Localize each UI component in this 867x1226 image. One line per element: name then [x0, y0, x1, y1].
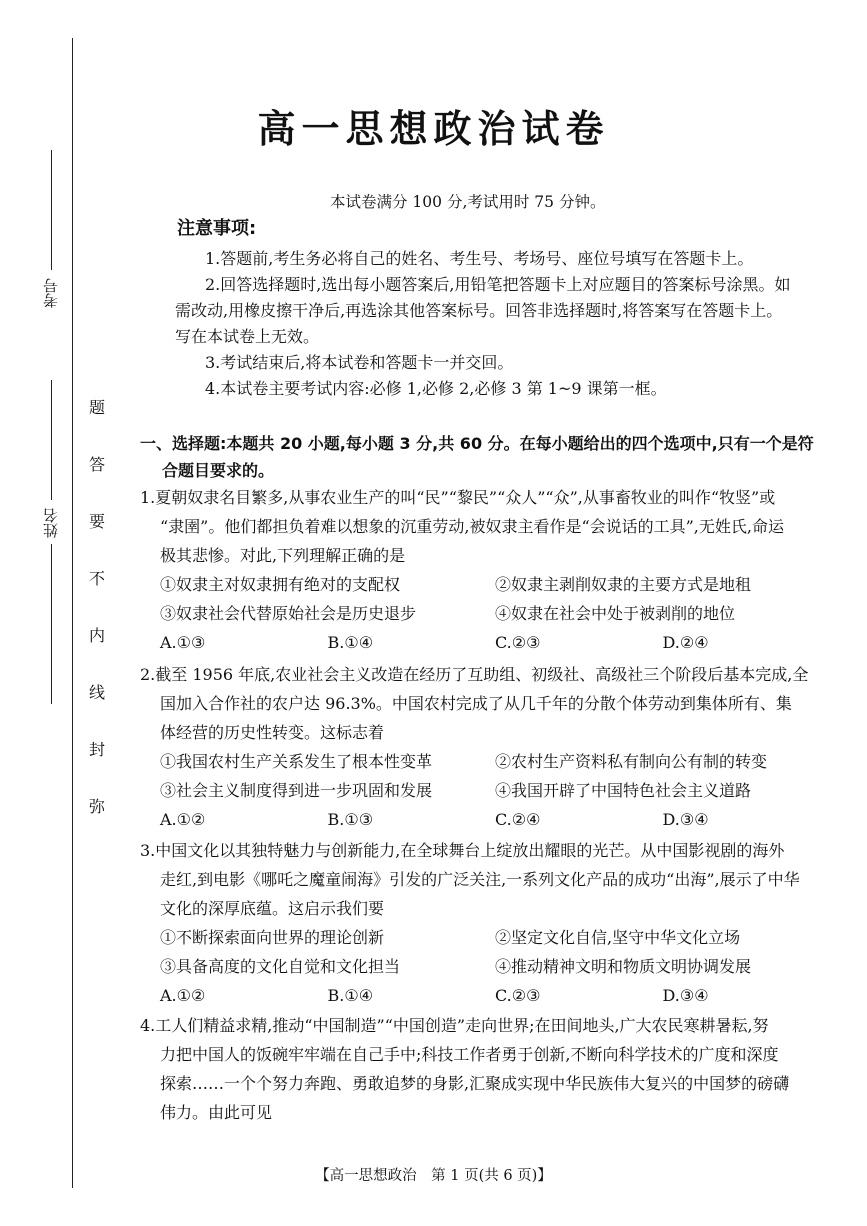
- seal-char: 不: [88, 569, 105, 588]
- question-option: ④推动精神文明和物质文明协调发展: [495, 957, 752, 976]
- answer-choice: D.③④: [662, 986, 709, 1005]
- question-stem: 1.夏朝奴隶名目繁多,从事农业生产的叫“民”“黎民”“众人”“众”,从事畜牧业的叫作“牧竖”或: [140, 488, 776, 507]
- notice-item: 2.回答选择题时,选出每小题答案后,用铅笔把答题卡上对应题目的答案标号涂黑。如需改动,用橡皮擦干净后,再选涂其他答案标号。回答非选择题时,将答案写在答题卡上。写在本试卷上无效。: [175, 275, 791, 346]
- question-4: [140, 1011, 830, 1127]
- question-option: ③奴隶社会代替原始社会是历史退步: [160, 604, 417, 623]
- seal-char: 线: [88, 683, 105, 702]
- section-heading-line: 一、选择题:本题共 20 小题,每小题 3 分,共 60 分。在每小题给出的四个选项中,只有一个是符: [140, 434, 814, 453]
- answer-choice: A.①③: [160, 633, 206, 652]
- name-blank-lower: [51, 544, 52, 704]
- question-option: ②坚定文化自信,坚守中华文化立场: [495, 928, 741, 947]
- question-stem: 文化的深厚底蕴。这启示我们要: [160, 899, 385, 918]
- answer-choice: C.②③: [495, 986, 541, 1005]
- question-option: ③社会主义制度得到进一步巩固和发展: [160, 781, 433, 800]
- question-stem: “隶圉”。他们都担负着难以想象的沉重劳动,被奴隶主看作是“会说话的工具”,无姓氏,命运: [160, 517, 784, 536]
- question-option: ④奴隶在社会中处于被剥削的地位: [495, 604, 736, 623]
- question-option: ④我国开辟了中国特色社会主义道路: [495, 781, 752, 800]
- question-option: ②奴隶主剥削奴隶的主要方式是地租: [495, 575, 752, 594]
- name-field: [40, 380, 62, 704]
- question-stem: 伟力。由此可见: [160, 1103, 273, 1122]
- answer-choice: D.③④: [662, 810, 709, 829]
- question-stem: 3.中国文化以其独特魅力与创新能力,在全球舞台上绽放出耀眼的光芒。从中国影视剧的海外: [140, 841, 785, 860]
- exam-number-field: [40, 150, 62, 308]
- question-3: [140, 836, 830, 1010]
- seal-char: 要: [88, 512, 105, 531]
- question-stem: 国加入合作社的农户达 96.3%。中国农村完成了从几千年的分散个体劳动到集体所有、集: [160, 694, 792, 713]
- notice-list: [175, 246, 795, 402]
- question-stem: 极其悲惨。对此,下列理解正确的是: [160, 546, 406, 565]
- answer-choice: B.①④: [327, 986, 374, 1005]
- question-stem: 4.工人们精益求精,推动“中国制造”“中国创造”走向世界;在田间地头,广大农民寒耕暑耘,努: [140, 1016, 769, 1035]
- question-stem: 2.截至 1956 年底,农业社会主义改造在经历了互助组、初级社、高级社三个阶段后基本完成,全: [140, 665, 809, 684]
- question-stem: 走红,到电影《哪吒之魔童闹海》引发的广泛关注,一系列文化产品的成功“出海”,展示了中华: [160, 870, 800, 889]
- question-option: ①奴隶主对奴隶拥有绝对的支配权: [160, 575, 401, 594]
- exam-number-blank: [51, 150, 52, 270]
- name-blank: [51, 380, 52, 500]
- answer-choice: C.②④: [495, 810, 541, 829]
- question-option: ①我国农村生产关系发生了根本性变革: [160, 752, 433, 771]
- answer-choice: C.②③: [495, 633, 541, 652]
- section-heading: [140, 430, 830, 484]
- seal-char: 题: [88, 398, 105, 417]
- page-footer: 【高一思想政治 第 1 页(共 6 页)】: [315, 1168, 552, 1184]
- binding-line: [72, 38, 73, 1188]
- question-option: ①不断探索面向世界的理论创新: [160, 928, 385, 947]
- question-option: ③具备高度的文化自觉和文化担当: [160, 957, 401, 976]
- seal-char: 弥: [88, 797, 105, 816]
- answer-choice: B.①④: [327, 633, 374, 652]
- question-stem: 体经营的历史性转变。这标志着: [160, 723, 385, 742]
- page-title: 高一思想政治试卷: [257, 107, 610, 151]
- answer-choice: D.②④: [662, 633, 709, 652]
- seal-char: 封: [88, 740, 105, 759]
- notice-title: 注意事项:: [177, 218, 257, 239]
- seal-warning: [86, 395, 108, 851]
- notice-item: 3.考试结束后,将本试卷和答题卡一并交回。: [205, 353, 514, 372]
- exam-info: 本试卷满分 100 分,考试用时 75 分钟。: [330, 193, 606, 211]
- binding-margin: [0, 0, 130, 1226]
- question-2: [140, 660, 830, 834]
- question-stem: 力把中国人的饭碗牢牢端在自己手中;科技工作者勇于创新,不断向科学技术的广度和深度: [160, 1045, 779, 1064]
- notice-item: 4.本试卷主要考试内容:必修 1,必修 2,必修 3 第 1~9 课第一框。: [205, 379, 667, 398]
- answer-choice: A.①②: [160, 986, 206, 1005]
- seal-char: 答: [88, 455, 105, 474]
- question-option: ②农村生产资料私有制向公有制的转变: [495, 752, 768, 771]
- answer-choice: B.①③: [327, 810, 374, 829]
- answer-choice: A.①②: [160, 810, 206, 829]
- seal-char: 内: [88, 626, 105, 645]
- notice-item: 1.答题前,考生务必将自己的姓名、考生号、考场号、座位号填写在答题卡上。: [205, 249, 754, 268]
- question-stem: 探索……一个个努力奔跑、勇敢追梦的身影,汇聚成实现中华民族伟大复兴的中国梦的磅礴: [160, 1074, 790, 1093]
- name-label: 姓名: [42, 508, 60, 538]
- exam-number-label: 考号: [42, 278, 60, 308]
- question-1: [140, 483, 830, 657]
- section-heading-line: 合题目要求的。: [162, 461, 275, 480]
